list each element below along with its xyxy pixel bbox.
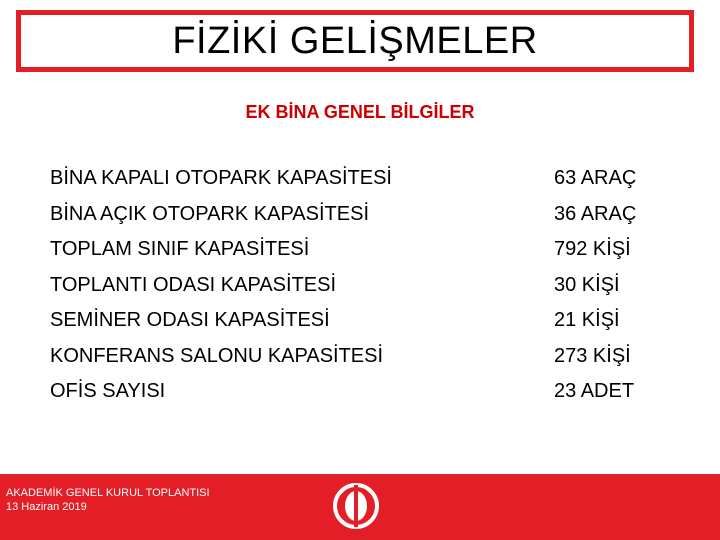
info-label: BİNA AÇIK OTOPARK KAPASİTESİ <box>50 202 369 225</box>
footer-date: 13 Haziran 2019 <box>6 501 87 513</box>
info-label: TOPLANTI ODASI KAPASİTESİ <box>50 273 337 296</box>
footer-meeting-title: AKADEMİK GENEL KURUL TOPLANTISI <box>6 487 210 499</box>
info-value: 36 ARAÇ <box>554 202 637 225</box>
footer-caption <box>6 486 210 514</box>
page-title: FİZİKİ GELİŞMELER <box>172 19 538 62</box>
info-value: 23 ADET <box>554 380 635 402</box>
info-label: BİNA KAPALI OTOPARK KAPASİTESİ <box>50 167 392 189</box>
info-label: OFİS SAYISI <box>50 380 166 402</box>
title-frame <box>16 10 694 72</box>
info-value: 30 KİŞİ <box>554 273 620 296</box>
footer-bar <box>0 474 720 540</box>
info-values-list <box>554 164 714 413</box>
info-label: KONFERANS SALONU KAPASİTESİ <box>50 344 384 367</box>
info-value: 63 ARAÇ <box>554 167 637 189</box>
info-value: 21 KİŞİ <box>554 309 620 331</box>
info-label: SEMİNER ODASI KAPASİTESİ <box>50 309 330 331</box>
section-subtitle: EK BİNA GENEL BİLGİLER <box>245 102 475 122</box>
university-logo-icon <box>332 482 380 530</box>
info-value: 273 KİŞİ <box>554 344 631 367</box>
info-value: 792 KİŞİ <box>554 238 631 260</box>
info-label: TOPLAM SINIF KAPASİTESİ <box>50 238 310 260</box>
info-labels-list <box>50 164 530 413</box>
